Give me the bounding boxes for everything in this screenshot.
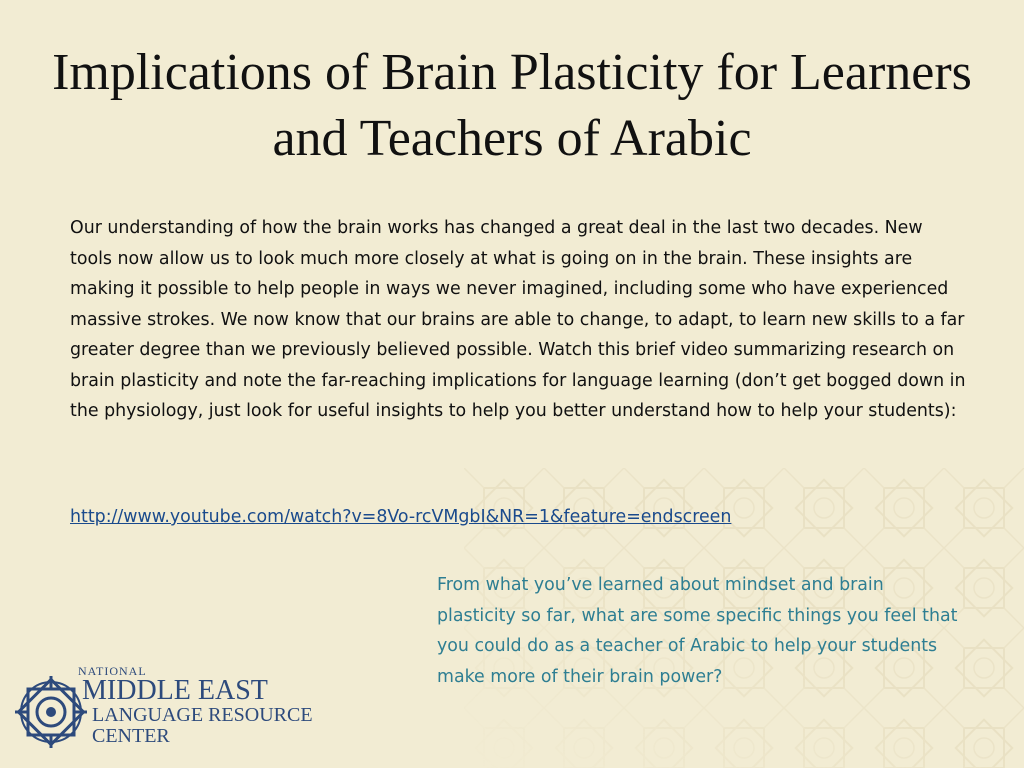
- nmelrc-logo: [10, 664, 313, 760]
- logo-line-center: CENTER: [92, 725, 170, 747]
- logo-line-middle-east: MIDDLE EAST: [82, 675, 268, 706]
- logo-line-language-resource: LANGUAGE RESOURCE: [92, 704, 313, 726]
- logo-wordmark: [78, 664, 313, 747]
- slide-body-text: Our understanding of how the brain works has changed a great deal in the last two decades. New tools now allow us to look much more closely at what is going on in the brain. These insights are making it possible to help people in ways we never imagined, including some who have experienced massive strokes. We now know that our brains are able to change, to adapt, to learn new skills to a far greater degree than we previously believed possible. Watch this brief video summarizing research on brain plasticity and note the far-reaching implications for language learning (don’t get bogged down in the physiology, just look for useful insights to help you better understand how to help your students):: [70, 218, 966, 421]
- reflection-question: From what you’ve learned about mindset and brain plasticity so far, what are some specific things you feel that you could do as a teacher of Arabic to help your students make more of their brain power?: [437, 575, 958, 687]
- youtube-video-link[interactable]: http://www.youtube.com/watch?v=8Vo-rcVMgbI&NR=1&feature=endscreen: [70, 507, 732, 527]
- knot-emblem-icon: [10, 667, 92, 757]
- logo-line-national: NATIONAL: [78, 664, 147, 678]
- slide-title: Implications of Brain Plasticity for Learners and Teachers of Arabic: [52, 44, 972, 167]
